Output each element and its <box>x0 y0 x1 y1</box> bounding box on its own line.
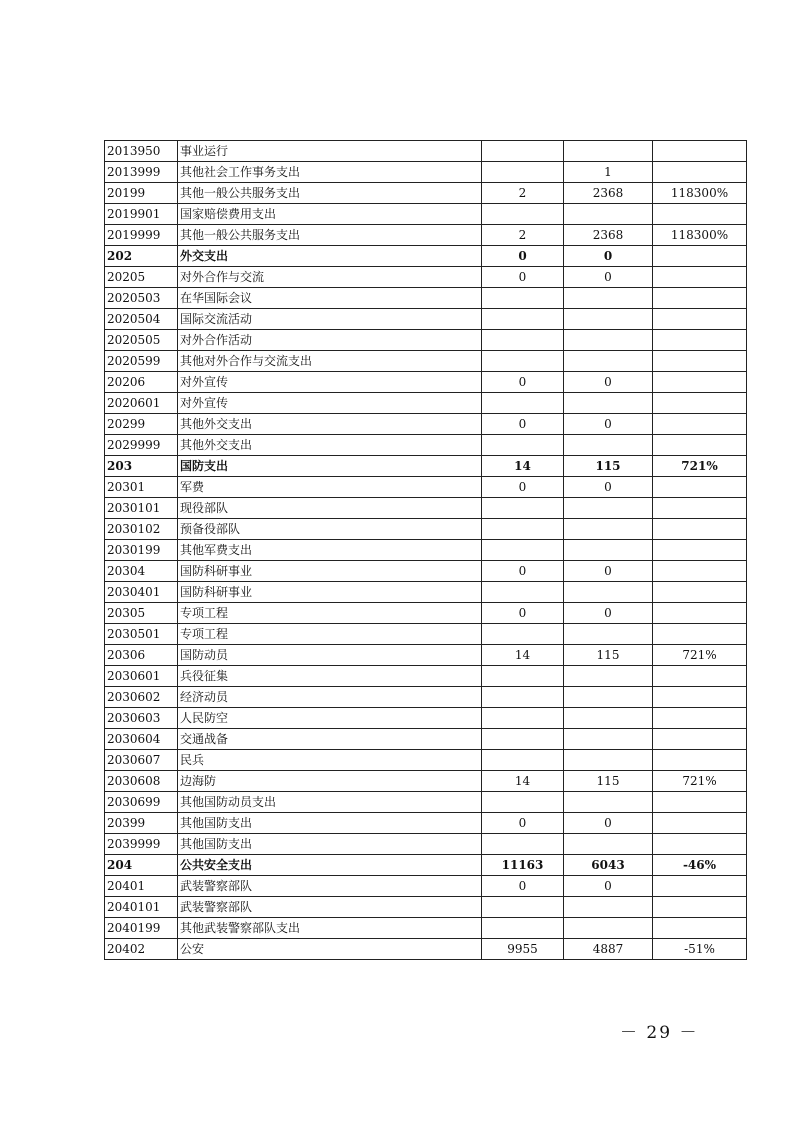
table-row <box>105 897 747 918</box>
name-cell: 其他一般公共服务支出 <box>178 225 482 246</box>
code-cell: 20306 <box>105 645 178 666</box>
value-a-cell <box>482 918 564 939</box>
name-cell: 其他社会工作事务支出 <box>178 162 482 183</box>
code-cell: 2030401 <box>105 582 178 603</box>
code-cell: 2020504 <box>105 309 178 330</box>
value-a-cell: 0 <box>482 561 564 582</box>
change-cell <box>653 897 747 918</box>
table-row <box>105 351 747 372</box>
table-row <box>105 603 747 624</box>
table-row <box>105 729 747 750</box>
value-a-cell <box>482 624 564 645</box>
code-cell: 2030601 <box>105 666 178 687</box>
value-b-cell <box>564 666 653 687</box>
value-b-cell <box>564 687 653 708</box>
name-cell: 对外宣传 <box>178 393 482 414</box>
table-row <box>105 309 747 330</box>
table-row <box>105 435 747 456</box>
table-row <box>105 666 747 687</box>
table-row <box>105 834 747 855</box>
name-cell: 边海防 <box>178 771 482 792</box>
change-cell <box>653 624 747 645</box>
value-b-cell: 4887 <box>564 939 653 960</box>
code-cell: 2030101 <box>105 498 178 519</box>
code-cell: 2020505 <box>105 330 178 351</box>
value-a-cell: 11163 <box>482 855 564 876</box>
value-a-cell: 0 <box>482 876 564 897</box>
value-b-cell: 115 <box>564 456 653 477</box>
value-b-cell <box>564 309 653 330</box>
value-a-cell <box>482 729 564 750</box>
name-cell: 其他外交支出 <box>178 435 482 456</box>
value-a-cell: 0 <box>482 372 564 393</box>
code-cell: 20205 <box>105 267 178 288</box>
value-a-cell <box>482 330 564 351</box>
code-cell: 2030699 <box>105 792 178 813</box>
name-cell: 国防支出 <box>178 456 482 477</box>
name-cell: 对外宣传 <box>178 372 482 393</box>
table-row <box>105 624 747 645</box>
table-row <box>105 288 747 309</box>
change-cell <box>653 435 747 456</box>
value-b-cell: 2368 <box>564 183 653 204</box>
table-row <box>105 687 747 708</box>
value-a-cell: 14 <box>482 771 564 792</box>
value-b-cell <box>564 792 653 813</box>
value-b-cell <box>564 540 653 561</box>
value-a-cell: 0 <box>482 603 564 624</box>
value-b-cell <box>564 708 653 729</box>
name-cell: 预备役部队 <box>178 519 482 540</box>
change-cell <box>653 267 747 288</box>
code-cell: 2019901 <box>105 204 178 225</box>
change-cell <box>653 666 747 687</box>
table-row <box>105 561 747 582</box>
value-b-cell <box>564 288 653 309</box>
change-cell: 721% <box>653 771 747 792</box>
code-cell: 2040101 <box>105 897 178 918</box>
value-a-cell <box>482 162 564 183</box>
name-cell: 经济动员 <box>178 687 482 708</box>
name-cell: 其他国防动员支出 <box>178 792 482 813</box>
value-a-cell: 2 <box>482 225 564 246</box>
table-row <box>105 162 747 183</box>
code-cell: 20206 <box>105 372 178 393</box>
change-cell <box>653 540 747 561</box>
name-cell: 对外合作活动 <box>178 330 482 351</box>
table-row <box>105 876 747 897</box>
value-a-cell <box>482 393 564 414</box>
change-cell <box>653 792 747 813</box>
value-b-cell <box>564 330 653 351</box>
change-cell <box>653 141 747 162</box>
code-cell: 2040199 <box>105 918 178 939</box>
change-cell <box>653 750 747 771</box>
code-cell: 2020503 <box>105 288 178 309</box>
value-b-cell <box>564 393 653 414</box>
table-row <box>105 750 747 771</box>
value-b-cell: 0 <box>564 267 653 288</box>
value-a-cell <box>482 708 564 729</box>
value-b-cell <box>564 141 653 162</box>
code-cell: 20399 <box>105 813 178 834</box>
table-row <box>105 141 747 162</box>
value-a-cell: 0 <box>482 477 564 498</box>
change-cell <box>653 288 747 309</box>
code-cell: 2013950 <box>105 141 178 162</box>
value-a-cell <box>482 897 564 918</box>
name-cell: 其他一般公共服务支出 <box>178 183 482 204</box>
value-a-cell <box>482 204 564 225</box>
change-cell <box>653 729 747 750</box>
name-cell: 现役部队 <box>178 498 482 519</box>
value-b-cell: 0 <box>564 372 653 393</box>
code-cell: 203 <box>105 456 178 477</box>
code-cell: 2029999 <box>105 435 178 456</box>
table-row <box>105 204 747 225</box>
value-b-cell: 0 <box>564 561 653 582</box>
change-cell <box>653 918 747 939</box>
change-cell <box>653 582 747 603</box>
change-cell <box>653 876 747 897</box>
name-cell: 在华国际会议 <box>178 288 482 309</box>
table-row <box>105 918 747 939</box>
code-cell: 2030604 <box>105 729 178 750</box>
table-row <box>105 813 747 834</box>
value-a-cell <box>482 435 564 456</box>
table-body <box>105 141 747 960</box>
change-cell: 118300% <box>653 183 747 204</box>
change-cell: -46% <box>653 855 747 876</box>
value-b-cell <box>564 435 653 456</box>
value-a-cell <box>482 834 564 855</box>
value-b-cell <box>564 918 653 939</box>
code-cell: 20304 <box>105 561 178 582</box>
code-cell: 2030102 <box>105 519 178 540</box>
value-b-cell: 0 <box>564 603 653 624</box>
change-cell: 721% <box>653 645 747 666</box>
value-b-cell <box>564 624 653 645</box>
value-a-cell <box>482 750 564 771</box>
value-b-cell <box>564 897 653 918</box>
value-a-cell: 0 <box>482 267 564 288</box>
name-cell: 其他国防支出 <box>178 813 482 834</box>
name-cell: 军费 <box>178 477 482 498</box>
value-b-cell <box>564 498 653 519</box>
table-row <box>105 939 747 960</box>
value-b-cell: 1 <box>564 162 653 183</box>
table-row <box>105 498 747 519</box>
change-cell <box>653 813 747 834</box>
table-row <box>105 771 747 792</box>
change-cell <box>653 204 747 225</box>
name-cell: 外交支出 <box>178 246 482 267</box>
value-b-cell: 0 <box>564 477 653 498</box>
value-a-cell <box>482 519 564 540</box>
name-cell: 民兵 <box>178 750 482 771</box>
value-b-cell: 0 <box>564 876 653 897</box>
value-b-cell <box>564 204 653 225</box>
change-cell <box>653 477 747 498</box>
value-a-cell <box>482 309 564 330</box>
table-row <box>105 477 747 498</box>
name-cell: 专项工程 <box>178 624 482 645</box>
code-cell: 2020599 <box>105 351 178 372</box>
value-a-cell <box>482 687 564 708</box>
table-row <box>105 225 747 246</box>
name-cell: 其他军费支出 <box>178 540 482 561</box>
name-cell: 其他对外合作与交流支出 <box>178 351 482 372</box>
value-b-cell: 0 <box>564 813 653 834</box>
value-b-cell <box>564 750 653 771</box>
value-b-cell: 6043 <box>564 855 653 876</box>
name-cell: 对外合作与交流 <box>178 267 482 288</box>
table-row <box>105 414 747 435</box>
change-cell <box>653 834 747 855</box>
page-number: － 29 － <box>620 1023 699 1043</box>
name-cell: 武装警察部队 <box>178 876 482 897</box>
table-row <box>105 792 747 813</box>
change-cell <box>653 687 747 708</box>
change-cell <box>653 603 747 624</box>
table-row <box>105 519 747 540</box>
code-cell: 2030608 <box>105 771 178 792</box>
change-cell: 118300% <box>653 225 747 246</box>
budget-table <box>104 140 747 960</box>
value-a-cell: 14 <box>482 645 564 666</box>
value-a-cell <box>482 288 564 309</box>
table-row <box>105 645 747 666</box>
change-cell <box>653 414 747 435</box>
name-cell: 事业运行 <box>178 141 482 162</box>
name-cell: 公共安全支出 <box>178 855 482 876</box>
value-a-cell: 0 <box>482 246 564 267</box>
name-cell: 专项工程 <box>178 603 482 624</box>
name-cell: 兵役征集 <box>178 666 482 687</box>
change-cell <box>653 162 747 183</box>
table-row <box>105 330 747 351</box>
value-a-cell: 2 <box>482 183 564 204</box>
name-cell: 其他武装警察部队支出 <box>178 918 482 939</box>
name-cell: 国防科研事业 <box>178 582 482 603</box>
code-cell: 20199 <box>105 183 178 204</box>
code-cell: 2030607 <box>105 750 178 771</box>
name-cell: 其他外交支出 <box>178 414 482 435</box>
table-row <box>105 183 747 204</box>
value-b-cell: 115 <box>564 771 653 792</box>
code-cell: 20401 <box>105 876 178 897</box>
change-cell: 721% <box>653 456 747 477</box>
value-a-cell <box>482 141 564 162</box>
change-cell <box>653 708 747 729</box>
code-cell: 2039999 <box>105 834 178 855</box>
code-cell: 2030501 <box>105 624 178 645</box>
change-cell <box>653 246 747 267</box>
value-b-cell: 115 <box>564 645 653 666</box>
table-row <box>105 540 747 561</box>
name-cell: 国家赔偿费用支出 <box>178 204 482 225</box>
value-b-cell: 0 <box>564 246 653 267</box>
change-cell <box>653 519 747 540</box>
value-a-cell <box>482 498 564 519</box>
code-cell: 2019999 <box>105 225 178 246</box>
value-a-cell <box>482 351 564 372</box>
code-cell: 20305 <box>105 603 178 624</box>
value-b-cell <box>564 729 653 750</box>
code-cell: 204 <box>105 855 178 876</box>
value-a-cell: 0 <box>482 414 564 435</box>
name-cell: 其他国防支出 <box>178 834 482 855</box>
value-a-cell <box>482 540 564 561</box>
table-row <box>105 582 747 603</box>
change-cell <box>653 561 747 582</box>
name-cell: 公安 <box>178 939 482 960</box>
table-row <box>105 267 747 288</box>
table-row <box>105 393 747 414</box>
value-a-cell <box>482 582 564 603</box>
value-a-cell: 14 <box>482 456 564 477</box>
value-b-cell <box>564 519 653 540</box>
code-cell: 20402 <box>105 939 178 960</box>
name-cell: 国际交流活动 <box>178 309 482 330</box>
value-a-cell: 9955 <box>482 939 564 960</box>
name-cell: 国防科研事业 <box>178 561 482 582</box>
code-cell: 2013999 <box>105 162 178 183</box>
change-cell <box>653 309 747 330</box>
change-cell <box>653 498 747 519</box>
change-cell <box>653 330 747 351</box>
value-b-cell: 2368 <box>564 225 653 246</box>
code-cell: 2030603 <box>105 708 178 729</box>
table-row <box>105 456 747 477</box>
code-cell: 2030199 <box>105 540 178 561</box>
value-a-cell <box>482 792 564 813</box>
name-cell: 人民防空 <box>178 708 482 729</box>
change-cell <box>653 393 747 414</box>
change-cell <box>653 351 747 372</box>
value-b-cell: 0 <box>564 414 653 435</box>
code-cell: 202 <box>105 246 178 267</box>
value-b-cell <box>564 582 653 603</box>
code-cell: 2020601 <box>105 393 178 414</box>
value-a-cell <box>482 666 564 687</box>
name-cell: 武装警察部队 <box>178 897 482 918</box>
table-row <box>105 855 747 876</box>
change-cell: -51% <box>653 939 747 960</box>
name-cell: 交通战备 <box>178 729 482 750</box>
value-b-cell <box>564 834 653 855</box>
value-a-cell: 0 <box>482 813 564 834</box>
value-b-cell <box>564 351 653 372</box>
table-row <box>105 246 747 267</box>
change-cell <box>653 372 747 393</box>
code-cell: 20299 <box>105 414 178 435</box>
name-cell: 国防动员 <box>178 645 482 666</box>
table-row <box>105 708 747 729</box>
code-cell: 20301 <box>105 477 178 498</box>
table-row <box>105 372 747 393</box>
code-cell: 2030602 <box>105 687 178 708</box>
